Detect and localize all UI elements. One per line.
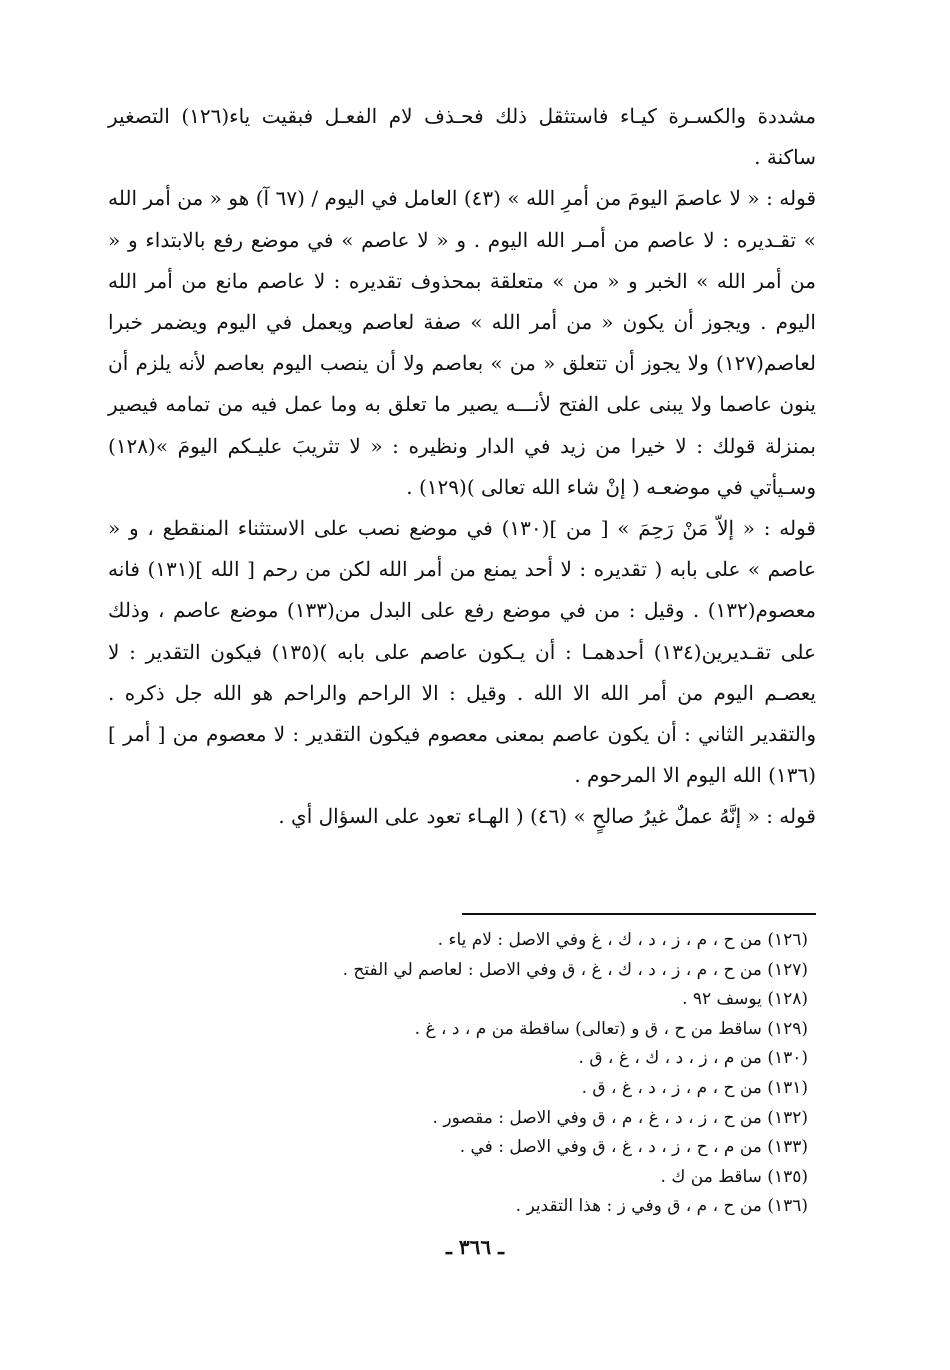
footnote: (١٢٨) يوسف ٩٢ . <box>682 989 808 1010</box>
footnotes <box>343 926 808 1222</box>
footnote-divider <box>462 913 816 915</box>
footnote: (١٣١) من ح ، م ، ز ، د ، غ ، ق . <box>581 1077 808 1098</box>
footnote: (١٣٢) من ح ، ز ، د ، غ ، م ، ق وفي الاصل : مقصور . <box>432 1107 808 1128</box>
footnote: (١٣٥) ساقط من ك . <box>660 1166 808 1187</box>
footnote: (١٣٣) من م ، ح ، ز ، د ، غ ، ق وفي الاصل : في . <box>459 1137 808 1158</box>
paragraph: قوله : « لا عاصمَ اليومَ من أمرِ الله » (٤٣) العامل في اليوم / (٦٧ آ) هو « من أمر الله » تقـديره : لا عاصم من أمـر الله اليوم . و « لا عاصم » في موضع رفع بالابتداء و « من أمر الله » الخبر و « من » متعلقة بمحذوف تقديره : لا عاصم مانع من أمر الله اليوم . ويجوز أن يكون « من أمر الله » صفة لعاصم ويعمل في اليوم ويضمر خبرا لعاصم(١٢٧) ولا يجوز أن تتعلق « من » بعاصم ولا أن ينصب اليوم بعاصم لأنه يلزم أن ينون عاصما ولا يبنى على الفتح لأنـــه يصير ما تعلق به وما عمل فيه من تمامه فيصير بمنزلة قولك : لا خيرا من زيد في الدار ونظيره : « لا تثريبَ عليـكم اليومَ »(١٢٨) وسـيأتي في موضعـه ( إنْ شاء الله تعالى )(١٢٩) . <box>108 186 816 499</box>
paragraph: قوله : « إنَّهُ عملٌ غيرُ صالحٍ » (٤٦) ( الهـاء تعود على السؤال أي . <box>278 804 816 829</box>
footnote: (١٣٠) من م ، ز ، د ، ك ، غ ، ق . <box>578 1048 808 1069</box>
footnote: (١٢٦) من ح ، م ، ز ، د ، ك ، غ وفي الاصل : لام ياء . <box>437 930 808 950</box>
footnote: (١٣٦) من ح ، م ، ق وفي ز : هذا التقدير . <box>515 1196 808 1217</box>
footnote: (١٢٧) من ح ، م ، ز ، د ، ك ، غ ، ق وفي الاصل : لعاصم لي الفتح . <box>342 959 808 980</box>
paragraph: مشددة والكسـرة كيـاء فاستثقل ذلك فحـذف لام الفعـل فبقيت ياء(١٢٦) التصغير ساكنة . <box>108 104 816 170</box>
page-number: ـ ٣٦٦ ـ <box>446 1235 504 1259</box>
paragraph: قوله : « إلاّ مَنْ رَحِمَ » [ من ](١٣٠) في موضع نصب على الاستثناء المنقطع ، و « عاصم » على بابه ( تقديره : لا أحد يمنع من أمر الله لكن من رحم [ الله ](١٣١) فانه معصوم(١٣٢) . وقيل : من في موضع رفع على البدل من(١٣٣) موضع عاصم ، وذلك على تقـديرين(١٣٤) أحدهمـا : أن يـكون عاصم على بابه )(١٣٥) فيكون التقدير : لا يعصـم اليوم من أمر الله الا الله . وقيل : الا الراحم والراحم هو الله جل ذكره . والتقدير الثاني : أن يكون عاصم بمعنى معصوم فيكون التقدير : لا معصوم من [ أمر ](١٣٦) الله اليوم الا المرحوم . <box>108 516 816 788</box>
footnote: (١٢٩) ساقط من ح ، ق و (تعالى) ساقطة من م ، د ، غ . <box>414 1018 808 1039</box>
main-text <box>108 96 816 838</box>
